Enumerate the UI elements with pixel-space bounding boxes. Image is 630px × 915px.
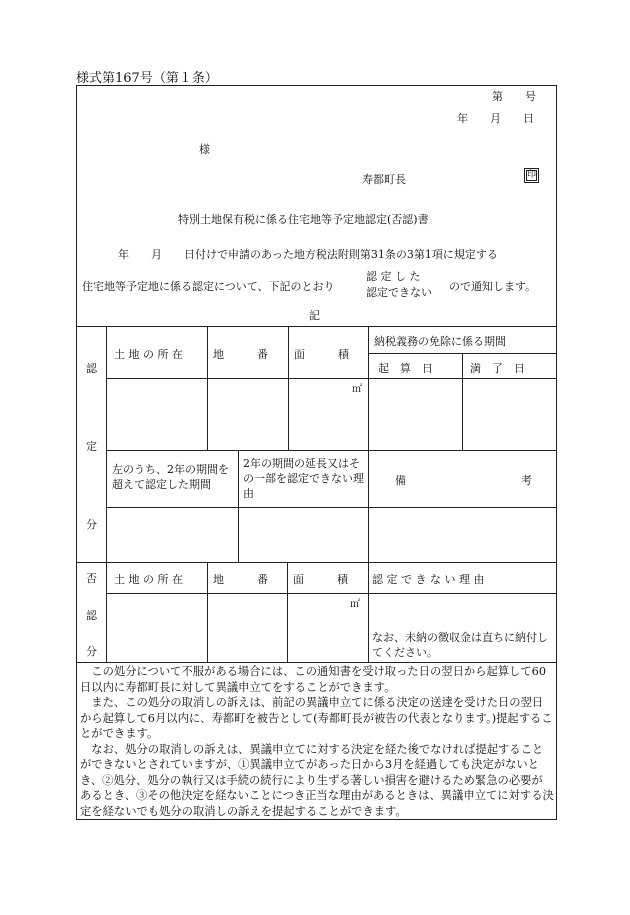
denial-area-unit: ㎡ [350,599,360,610]
document-date-label: 年 月 日 [457,112,534,125]
col-remarks-2: 考 [521,474,532,487]
rule [106,378,557,379]
col-area: 面 積 [294,348,349,361]
issuer-name: 寿都町長 [362,173,406,186]
rule [207,326,208,450]
rule [288,326,289,450]
col-over-two-years: 左のうち、2年の期間を超えて認定した期間 [112,463,229,491]
seal-icon: 印 [524,168,539,183]
denial-col-area: 面 積 [293,573,348,586]
note-paragraph-2: また、この処分の取消しの訴えは、前記の異議申立てに係る決定の送達を受けた日の翌日から起算して6月以内に、寿都町を被告として(寿都町長が被告の代表となります。)提起することができます。 [80,696,553,740]
form-number: 様式第167号（第１条） [76,71,218,86]
rule [76,326,557,327]
denial-col-lot: 地 番 [213,573,268,586]
rule [76,662,557,663]
rule [106,507,557,508]
note-paragraph-1: この処分について不服がある場合には、この通知書を受け取った日の翌日から起算して60日以内に寿都町長に対して異議申立てをすることができます。 [80,665,547,694]
denial-side-label-2: 認 [86,609,97,622]
intro-line-2-suffix: ので通知します。 [449,280,537,293]
document-title: 特別土地保有税に係る住宅地等予定地認定(否認)書 [178,213,429,226]
denial-side-label-3: 分 [86,645,97,658]
col-remarks-1: 備 [395,474,406,487]
col-location: 土 地 の 所 在 [114,348,183,361]
legal-notes [80,664,554,819]
col-lot: 地 番 [213,348,268,361]
note-paragraph-3: なお、処分の取消しの訴えは、異議申立てに対する決定を経た後でなければ提起することができないとされていますが、①異議申立てがあった日から3月を経過しても決定がないとき、②処分、処分の執行又は手続の続行により生ずる著しい損害を避けるため緊急の必要があるとき、③その他決定を経ないことにつき正当な理由があるときは、異議申立てに対する決定を経ないでも処分の取消しの訴えを提起することができます。 [80,742,554,818]
denial-col-reason: 認 定 で き な い 理 由 [372,573,485,586]
rule [207,562,208,662]
rule [287,562,288,662]
denial-note: なお、未納の徴収金は直ちに納付してください。 [372,631,548,659]
intro-line-1: 年 月 日付けで申請のあった地方税法附則第31条の3第1項に規定する [118,248,498,261]
rule [462,353,463,450]
addressee-suffix: 様 [199,143,210,156]
intro-line-2-prefix: 住宅地等予定地に係る認定について、下記のとおり [82,280,335,293]
document-number-label: 第 号 [492,90,536,103]
rule [76,562,557,563]
area-unit: ㎡ [352,384,362,395]
rule [368,326,369,662]
denial-col-location: 土 地 の 所 在 [114,573,183,586]
rule [106,326,107,662]
approval-side-label-1: 認 [86,362,97,375]
denial-side-label-1: 否 [86,572,97,585]
ki-label: 記 [309,309,320,322]
option-denied: 認定できない [366,286,432,299]
col-start-date: 起 算 日 [378,362,433,375]
rule [106,450,557,451]
col-end-date: 満 了 日 [470,362,525,375]
approval-side-label-2: 定 [86,440,97,453]
rule [238,450,239,562]
col-exemption-period: 納税義務の免除に係る期間 [374,335,506,348]
col-extension-reason: 2年の期間の延長又はその一部を認定できない理由 [243,457,364,500]
option-approved: 認 定 し た [366,270,421,283]
approval-side-label-3: 分 [86,518,97,531]
rule [106,593,557,594]
